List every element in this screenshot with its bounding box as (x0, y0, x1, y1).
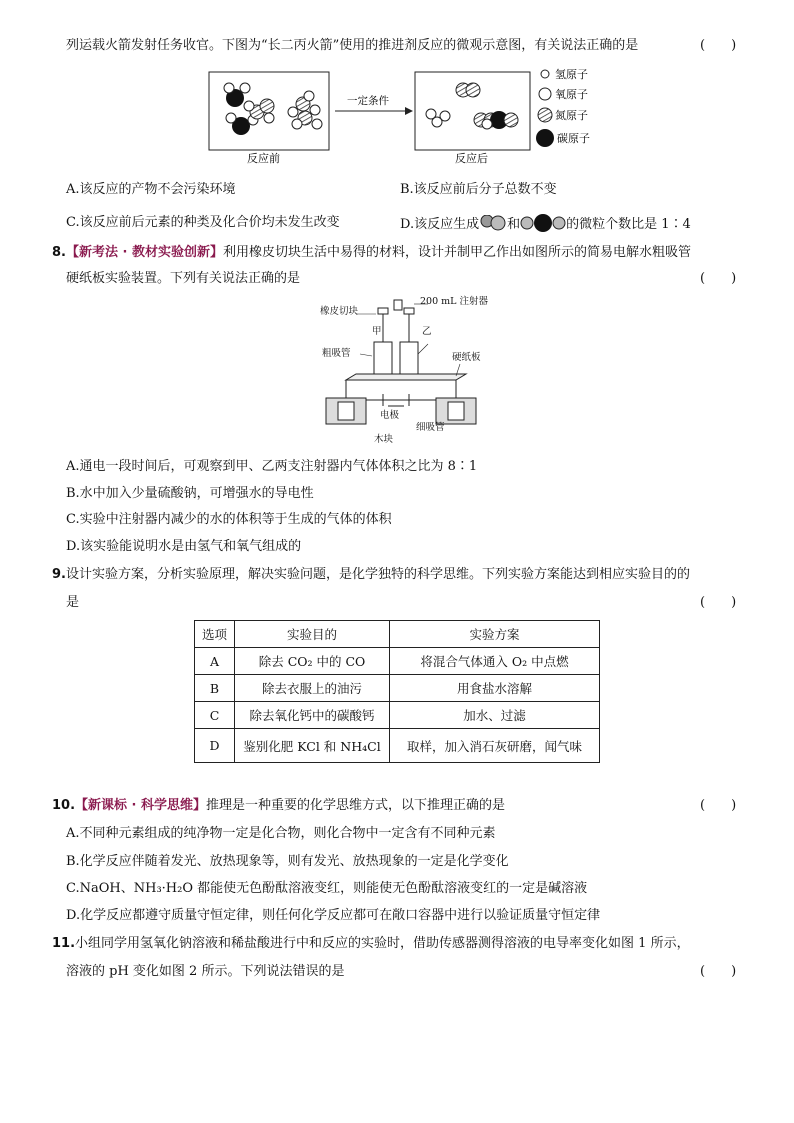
before-label: 反应前 (247, 152, 280, 165)
table-header: 实验方案 (390, 621, 600, 648)
q10-option-b: B.化学反应伴随着发光、放热现象等，则有发光、放热现象的一定是化学变化 (66, 854, 509, 869)
svg-text:粗吸管: 粗吸管 (322, 348, 351, 359)
svg-text:细吸管: 细吸管 (416, 422, 445, 433)
q10-option-d: D.化学反应都遵守质量守恒定律，则任何化学反应都可在敞口容器中进行以验证质量守恒定律 (66, 908, 601, 923)
table-row (195, 648, 600, 675)
table-cell: 除去 CO₂ 中的 CO (235, 648, 390, 675)
q9-answer-paren: ( ) (700, 595, 737, 610)
q7-option-c: C.该反应前后元素的种类及化合价均未发生改变 (66, 215, 340, 230)
q11-stem-line2: 溶液的 pH 变化如图 2 所示。下列说法错误的是 (66, 964, 345, 979)
svg-text:木块: 木块 (374, 434, 394, 445)
q7-reaction-figure (205, 62, 605, 172)
svg-text:硬纸板: 硬纸板 (452, 352, 481, 363)
table-cell: 加水、过滤 (390, 702, 600, 729)
table-header: 实验目的 (235, 621, 390, 648)
q10-option-c: C.NaOH、NH₃·H₂O 都能使无色酚酞溶液变红，则能使无色酚酞溶液变红的一定是碱溶液 (66, 881, 588, 896)
svg-text:氢原子: 氢原子 (555, 68, 588, 81)
svg-text:甲: 甲 (372, 326, 382, 337)
table-cell: C (195, 702, 235, 729)
svg-text:氮原子: 氮原子 (555, 109, 588, 122)
table-cell: 除去衣服上的油污 (235, 675, 390, 702)
q8-option-a: A.通电一段时间后，可观察到甲、乙两支注射器内气体体积之比为 8∶1 (66, 459, 478, 474)
table-cell: 鉴别化肥 KCl 和 NH₄Cl (235, 729, 390, 763)
q8-stem-line2: 硬纸板实验装置。下列有关说法正确的是 (66, 271, 301, 286)
table-cell: A (195, 648, 235, 675)
table-cell: 取样，加入消石灰研磨，闻气味 (390, 729, 600, 763)
table-row (195, 675, 600, 702)
q8-option-d: D.该实验能说明水是由氢气和氧气组成的 (66, 539, 302, 554)
svg-text:乙: 乙 (422, 326, 432, 337)
q7-option-d: D.该反应生成 和 的微粒个数比是 1∶4 (400, 214, 691, 234)
q7-option-a: A.该反应的产物不会污染环境 (66, 182, 236, 197)
svg-text:200 mL 注射器: 200 mL 注射器 (420, 296, 488, 307)
table-cell: 将混合气体通入 O₂ 中点燃 (390, 648, 600, 675)
svg-text:电极: 电极 (380, 410, 400, 421)
q8-electrolysis-figure (316, 294, 492, 446)
table-cell: 用食盐水溶解 (390, 675, 600, 702)
q10-answer-paren: ( ) (700, 798, 737, 813)
q7-option-b: B.该反应前后分子总数不变 (400, 182, 557, 197)
q8-option-c: C.实验中注射器内减少的水的体积等于生成的气体的体积 (66, 512, 392, 527)
q11-answer-paren: ( ) (700, 964, 737, 979)
co2-molecule-icon (520, 214, 566, 232)
q11-stem-line1: 11.小组同学用氢氧化钠溶液和稀盐酸进行中和反应的实验时，借助传感器测得溶液的电导率变化如图 1 所示， (52, 936, 690, 951)
arrow-label: 一定条件 (347, 95, 389, 107)
co-molecule-icon (479, 215, 507, 231)
q9-stem-line1: 9.设计实验方案，分析实验原理，解决实验问题，是化学独特的科学思维。下列实验方案能达到相应实验目的的 (52, 567, 690, 582)
svg-text:橡皮切块: 橡皮切块 (320, 306, 359, 317)
q10-stem: 10.【新课标 · 科学思维】推理是一种重要的化学思维方式，以下推理正确的是 (52, 798, 506, 813)
table-row (195, 729, 600, 763)
after-label: 反应后 (455, 152, 488, 165)
table-header: 选项 (195, 621, 235, 648)
q9-stem-line2: 是 (66, 595, 80, 610)
atom-legend (536, 67, 590, 147)
svg-text:氧原子: 氧原子 (555, 88, 588, 101)
table-cell: D (195, 729, 235, 763)
table-cell: 除去氧化钙中的碳酸钙 (235, 702, 390, 729)
q8-stem-line1: 8.【新考法 · 教材实验创新】利用橡皮切块生活中易得的材料，设计并制甲乙作出如图所示的简易电解水粗吸管 (52, 245, 691, 260)
q8-option-b: B.水中加入少量硫酸钠，可增强水的导电性 (66, 486, 314, 501)
q7-stem: 列运载火箭发射任务收官。下图为“长二丙火箭”使用的推进剂反应的微观示意图，有关说法正确的是 (66, 38, 639, 53)
q10-option-a: A.不同种元素组成的纯净物一定是化合物，则化合物中一定含有不同种元素 (66, 826, 496, 841)
q9-experiment-table (194, 620, 600, 763)
table-cell: B (195, 675, 235, 702)
q7-answer-paren: ( ) (700, 38, 737, 53)
table-row (195, 702, 600, 729)
q8-answer-paren: ( ) (700, 271, 737, 286)
svg-text:碳原子: 碳原子 (557, 132, 590, 145)
table-header-row (195, 621, 600, 648)
